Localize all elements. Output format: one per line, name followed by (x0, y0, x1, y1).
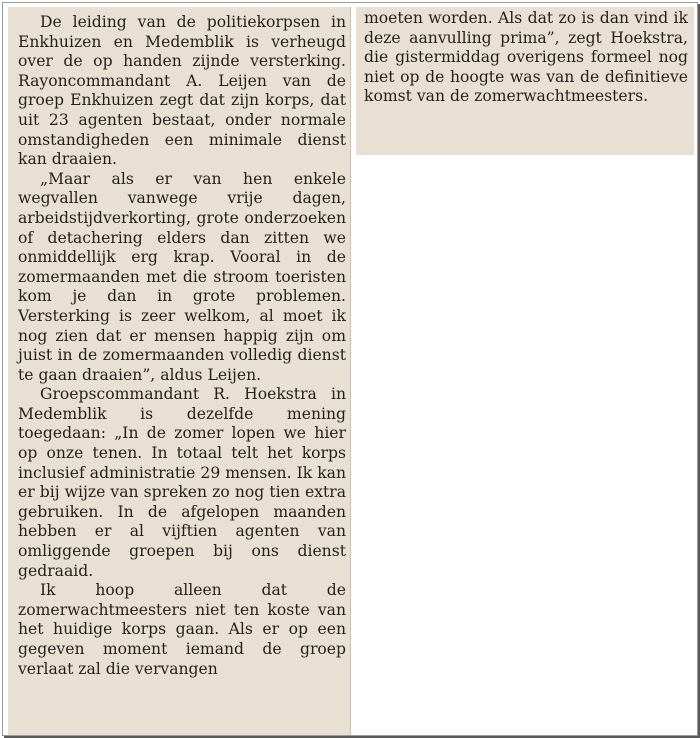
article-column-right (356, 7, 694, 155)
paragraph-continuation: moeten worden. Als dat zo is dan vind ik deze aanvulling prima”, zegt Hoekstra, die gistermiddag overigens formeel nog niet op de hoogte was van de definitieve komst van de zomerwachtmeesters. (364, 9, 688, 106)
article-column-left (8, 7, 351, 735)
paragraph-hoekstra: Groepscommandant R. Hoekstra in Medemblik is dezelfde mening toegedaan: „In de zomer lopen we hier op onze tenen. In totaal telt het korps inclusief administratie 29 mensen. Ik kan er bij wijze van spreken zo nog tien extra gebruiken. In de afgelopen maanden hebben er al vijftien agenten van omliggende groepen bij ons dienst gedraaid. (18, 385, 346, 580)
paragraph-leijen-quote: „Maar als er van hen enkele wegvallen vanwege vrije dagen, arbeidstijdverkorting, grote onderzoeken of detachering elders dan zitten we onmiddellijk erg krap. Vooral in de zomermaanden met die stroom toeristen kom je dan in grote problemen. Versterking is zeer welkom, al moet ik nog zien dat er mensen happig zijn om juist in de zomermaanden volledig dienst te gaan draaien”, aldus Leijen. (18, 169, 346, 384)
clipping-frame (2, 2, 698, 736)
paragraph-intro: De leiding van de politiekorpsen in Enkhuizen en Medemblik is verheugd over de op handen zijnde versterking. Rayoncommandant A. Leijen van de groep Enkhuizen zegt dat zijn korps, dat uit 23 agenten bestaat, onder normale omstandigheden een minimale dienst kan draaien. (18, 13, 346, 169)
empty-area (356, 155, 694, 735)
paragraph-hoekstra-hope: Ik hoop alleen dat de zomerwachtmeesters niet ten koste van het huidige korps gaan. Als er op een gegeven moment iemand de groep verlaat zal die vervangen (18, 581, 346, 678)
